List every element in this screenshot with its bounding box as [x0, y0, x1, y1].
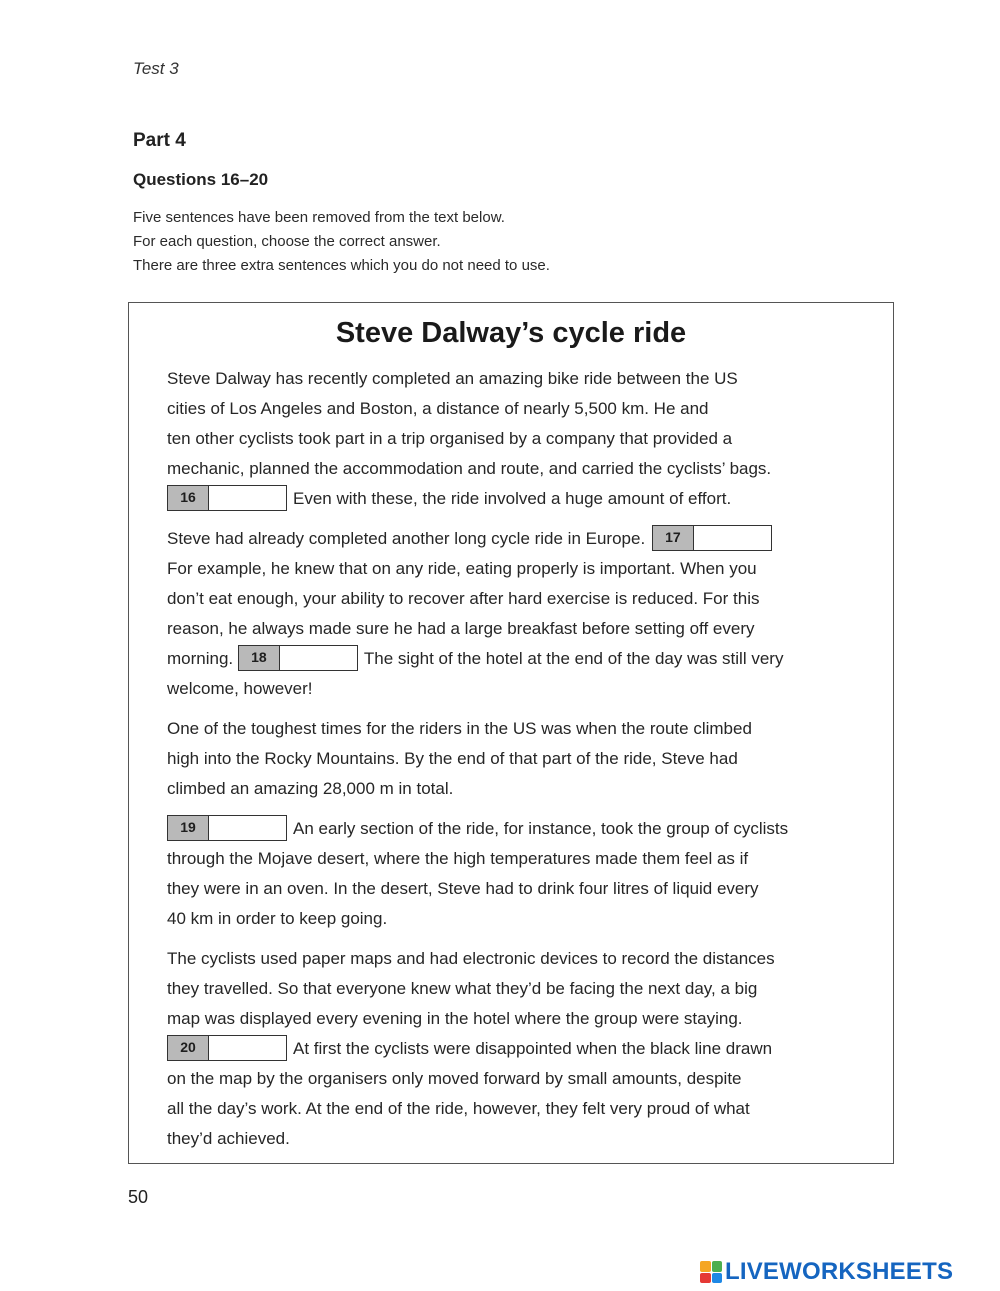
gap-number: 18: [239, 646, 280, 670]
text-line: welcome, however!: [167, 679, 313, 698]
paragraph-4: [167, 814, 879, 934]
text-line: don’t eat enough, your ability to recover after hard exercise is reduced. For this: [167, 589, 760, 608]
text-line: [167, 814, 879, 844]
questions-title: Questions 16–20: [133, 170, 269, 189]
text-line: map was displayed every evening in the hotel where the group were staying.: [167, 1009, 743, 1028]
text-line: [167, 524, 879, 554]
paragraph-2: [167, 524, 879, 704]
text-line: One of the toughest times for the riders in the US was when the route climbed: [167, 719, 752, 738]
gap-number: 16: [168, 486, 209, 510]
liveworksheets-logo-icon: [700, 1261, 722, 1283]
sentence-text: morning.: [167, 649, 234, 668]
answer-gap-16[interactable]: [167, 485, 287, 511]
text-line: they’d achieved.: [167, 1129, 290, 1148]
sentence-text: The sight of the hotel at the end of the day was still very: [363, 649, 784, 668]
instruction-line: There are three extra sentences which you do not need to use.: [133, 257, 550, 274]
sentence-text: Steve had already completed another long cycle ride in Europe.: [167, 529, 646, 548]
sentence-text: An early section of the ride, for instance, took the group of cyclists: [293, 819, 789, 838]
article-box: [128, 302, 894, 1164]
text-line: Steve Dalway has recently completed an amazing bike ride between the US: [167, 369, 738, 388]
sentence-text: At first the cyclists were disappointed when the black line drawn: [293, 1039, 773, 1058]
answer-gap-17[interactable]: [652, 525, 772, 551]
text-line: all the day’s work. At the end of the ride, however, they felt very proud of what: [167, 1099, 750, 1118]
text-line: through the Mojave desert, where the high temperatures made them feel as if: [167, 849, 749, 868]
instructions: [133, 206, 550, 278]
article-title: Steve Dalway’s cycle ride: [335, 317, 687, 349]
paragraph-5: [167, 944, 879, 1154]
text-line: ten other cyclists took part in a trip organised by a company that provided a: [167, 429, 733, 448]
text-line: reason, he always made sure he had a large breakfast before setting off every: [167, 619, 755, 638]
paragraph-1: [167, 364, 879, 514]
brand-text: LIVEWORKSHEETS: [725, 1258, 954, 1285]
paragraph-3: [167, 714, 879, 804]
text-line: [167, 1034, 879, 1064]
part-title: Part 4: [133, 130, 186, 151]
text-line: mechanic, planned the accommodation and route, and carried the cyclists’ bags.: [167, 459, 772, 478]
answer-gap-18[interactable]: [238, 645, 358, 671]
text-line: on the map by the organisers only moved forward by small amounts, despite: [167, 1069, 742, 1088]
answer-gap-19[interactable]: [167, 815, 287, 841]
gap-number: 20: [168, 1036, 209, 1060]
text-line: high into the Rocky Mountains. By the end of that part of the ride, Steve had: [167, 749, 738, 768]
test-label: Test 3: [133, 59, 179, 78]
text-line: The cyclists used paper maps and had electronic devices to record the distances: [167, 949, 775, 968]
text-line: they travelled. So that everyone knew what they’d be facing the next day, a big: [167, 979, 758, 998]
text-line: [167, 644, 879, 674]
text-line: 40 km in order to keep going.: [167, 909, 388, 928]
instruction-line: Five sentences have been removed from the text below.: [133, 209, 505, 226]
text-line: cities of Los Angeles and Boston, a distance of nearly 5,500 km. He and: [167, 399, 709, 418]
gap-number: 19: [168, 816, 209, 840]
answer-gap-20[interactable]: [167, 1035, 287, 1061]
instruction-line: For each question, choose the correct answer.: [133, 233, 441, 250]
text-line: For example, he knew that on any ride, eating properly is important. When you: [167, 559, 757, 578]
page-number: 50: [128, 1187, 149, 1207]
sentence-text: Even with these, the ride involved a huge amount of effort.: [293, 489, 732, 508]
gap-number: 17: [653, 526, 694, 550]
text-line: they were in an oven. In the desert, Steve had to drink four litres of liquid every: [167, 879, 759, 898]
liveworksheets-brand[interactable]: [700, 1259, 953, 1285]
text-line: [167, 484, 879, 514]
text-line: climbed an amazing 28,000 m in total.: [167, 779, 454, 798]
